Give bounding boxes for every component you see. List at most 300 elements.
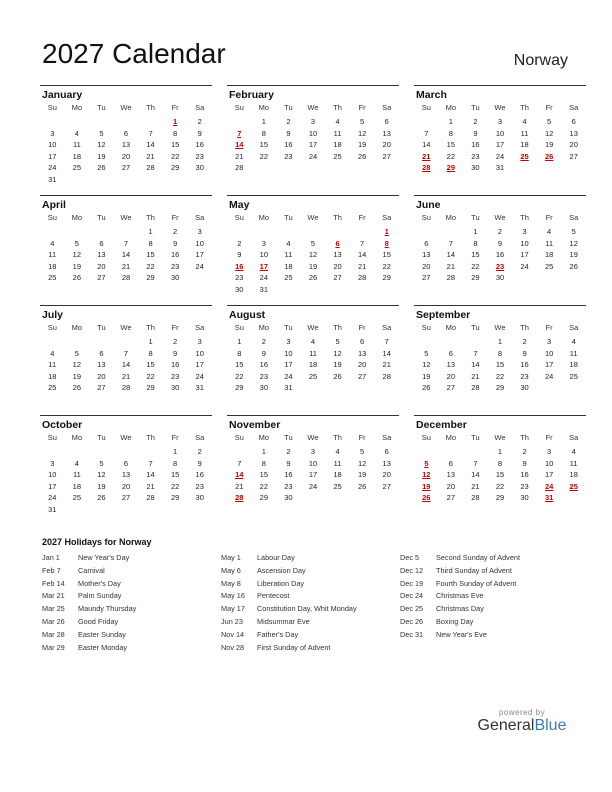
- day-cell: 19: [357, 470, 367, 480]
- day-cell: 27: [446, 383, 456, 393]
- weekday-header: [40, 212, 212, 226]
- week-row: [40, 162, 212, 174]
- weekday-label: We: [120, 323, 132, 332]
- day-cell: 15: [146, 250, 155, 260]
- weekday-label: Su: [421, 323, 431, 332]
- weekday-label: Mo: [71, 103, 83, 112]
- holiday-day: 24: [544, 481, 554, 491]
- day-cell: 26: [308, 273, 318, 283]
- day-cell: 20: [446, 481, 456, 491]
- day-cell: 15: [495, 470, 505, 480]
- day-cell: 9: [237, 250, 242, 260]
- day-cell: 10: [308, 458, 318, 468]
- weekday-label: Fr: [545, 323, 553, 332]
- week-row: [227, 139, 399, 151]
- holiday-date: May 1: [221, 553, 241, 562]
- week-row: [414, 348, 586, 360]
- day-cell: 17: [544, 470, 554, 480]
- week-row: [227, 151, 399, 163]
- day-cell: 19: [72, 261, 82, 271]
- holiday-item: [42, 578, 221, 591]
- day-cell: 11: [284, 250, 293, 260]
- weekday-label: Tu: [284, 323, 293, 332]
- empty-day: [537, 382, 562, 394]
- day-cell: 26: [569, 261, 578, 271]
- empty-day: [227, 446, 252, 458]
- day-cell: 22: [382, 261, 391, 271]
- day-cell: 4: [310, 337, 316, 346]
- month-october: [40, 415, 212, 525]
- weekday-label: Su: [47, 323, 57, 332]
- brand-general: General: [477, 717, 535, 734]
- holiday-date: Jan 1: [42, 553, 60, 562]
- empty-day: [301, 382, 326, 394]
- day-cell: 15: [259, 140, 269, 150]
- holiday-item: [42, 552, 221, 565]
- day-cell: 11: [72, 470, 81, 480]
- month-september: [414, 305, 586, 415]
- weekday-label: Sa: [569, 213, 579, 222]
- weekday-label: Sa: [195, 103, 205, 112]
- weekday-label: Th: [333, 433, 342, 442]
- weekday-label: Mo: [258, 323, 270, 332]
- day-cell: 8: [173, 128, 178, 138]
- weekday-label: Sa: [195, 433, 205, 442]
- day-cell: 16: [495, 250, 505, 260]
- day-cell: 28: [146, 493, 155, 503]
- holiday-item: [221, 616, 400, 629]
- day-cell: 24: [284, 371, 293, 381]
- weekday-label: Fr: [171, 323, 179, 332]
- day-cell: 29: [235, 383, 244, 393]
- weekday-label: Sa: [382, 103, 392, 112]
- week-row: [227, 226, 399, 238]
- month-august: [227, 305, 399, 415]
- day-cell: 22: [146, 261, 155, 271]
- weekday-label: Mo: [258, 103, 270, 112]
- day-cell: 10: [520, 238, 529, 248]
- day-cell: 24: [48, 163, 57, 173]
- day-cell: 29: [259, 493, 269, 503]
- day-cell: 17: [48, 151, 57, 161]
- brand-blue: Blue: [534, 717, 567, 734]
- day-cell: 30: [170, 383, 180, 393]
- day-cell: 17: [284, 360, 293, 370]
- day-cell: 14: [471, 470, 480, 480]
- day-cell: 29: [471, 273, 480, 283]
- weekday-label: Tu: [471, 433, 480, 442]
- day-cell: 12: [333, 348, 342, 358]
- holiday-date: May 6: [221, 565, 241, 575]
- empty-day: [512, 162, 537, 174]
- holiday-date: Mar 26: [42, 616, 65, 626]
- day-cell: 19: [422, 371, 431, 381]
- week-row: [227, 371, 399, 383]
- month-april: [40, 195, 212, 305]
- day-cell: 23: [235, 273, 244, 283]
- holiday-name: Boxing Day: [436, 616, 474, 626]
- week-row: [40, 371, 212, 383]
- month-november: [227, 415, 399, 525]
- week-row: [414, 238, 586, 250]
- day-cell: 24: [308, 151, 318, 161]
- day-cell: 12: [72, 250, 82, 260]
- holiday-name: Pentecost: [257, 591, 290, 601]
- day-cell: 14: [146, 470, 155, 480]
- day-cell: 20: [382, 470, 391, 480]
- weekday-label: Mo: [258, 213, 270, 222]
- day-cell: 6: [448, 348, 453, 358]
- holiday-item: [42, 565, 221, 578]
- day-cell: 20: [569, 140, 578, 150]
- week-row: [40, 504, 212, 516]
- day-cell: 3: [310, 117, 316, 126]
- week-row: [40, 226, 212, 238]
- day-cell: 14: [471, 360, 480, 370]
- day-cell: 1: [148, 227, 153, 236]
- weekday-header: [227, 322, 399, 336]
- day-cell: 22: [235, 371, 244, 381]
- empty-day: [89, 446, 114, 458]
- day-cell: 3: [197, 227, 202, 236]
- day-cell: 12: [357, 128, 367, 138]
- weekday-label: Mo: [445, 323, 457, 332]
- week-row: [414, 151, 586, 163]
- day-cell: 19: [72, 371, 82, 381]
- day-cell: 17: [495, 140, 505, 150]
- week-row: [414, 336, 586, 348]
- week-row: [40, 261, 212, 273]
- day-cell: 18: [333, 470, 342, 480]
- day-cell: 5: [360, 447, 365, 456]
- day-cell: 11: [48, 360, 57, 370]
- weekday-label: Fr: [545, 213, 553, 222]
- empty-day: [374, 492, 399, 504]
- day-cell: 31: [195, 383, 204, 393]
- day-cell: 12: [357, 458, 367, 468]
- day-cell: 18: [284, 261, 293, 271]
- empty-day: [325, 492, 350, 504]
- weekday-label: Th: [333, 323, 342, 332]
- day-cell: 16: [195, 470, 204, 480]
- day-cell: 13: [446, 470, 456, 480]
- empty-day: [325, 284, 350, 296]
- holiday-name: Father's Day: [257, 629, 299, 639]
- holiday-date: May 8: [221, 578, 241, 588]
- empty-day: [350, 226, 375, 238]
- week-row: [40, 139, 212, 151]
- day-cell: 1: [448, 117, 453, 126]
- holiday-item: [400, 603, 579, 616]
- month-name: May: [229, 199, 250, 211]
- weekday-label: Th: [520, 433, 529, 442]
- week-row: [414, 162, 586, 174]
- day-cell: 11: [72, 140, 81, 150]
- day-cell: 7: [360, 238, 365, 248]
- empty-day: [138, 446, 163, 458]
- weekday-label: We: [494, 103, 506, 112]
- day-cell: 20: [357, 360, 367, 370]
- empty-day: [114, 116, 139, 128]
- empty-day: [561, 492, 586, 504]
- day-cell: 9: [522, 458, 527, 468]
- day-cell: 3: [197, 337, 202, 346]
- day-cell: 6: [123, 458, 129, 468]
- empty-day: [537, 272, 562, 284]
- day-cell: 22: [495, 481, 505, 491]
- day-cell: 25: [72, 163, 82, 173]
- holiday-date: Nov 28: [221, 642, 245, 652]
- day-cell: 28: [471, 383, 480, 393]
- holiday-day: 1: [173, 117, 178, 126]
- day-cell: 11: [333, 458, 342, 468]
- weekday-label: Th: [146, 323, 155, 332]
- holiday-name: Labour Day: [257, 553, 295, 562]
- day-cell: 27: [97, 273, 106, 283]
- day-cell: 27: [97, 383, 106, 393]
- day-cell: 4: [522, 117, 527, 126]
- day-cell: 9: [286, 458, 291, 468]
- holiday-item: [221, 552, 400, 565]
- day-cell: 5: [571, 227, 576, 236]
- weekday-label: Tu: [97, 323, 106, 332]
- holiday-name: Third Sunday of Advent: [436, 565, 512, 575]
- holiday-day: 16: [235, 261, 244, 271]
- weekday-label: Fr: [358, 213, 366, 222]
- holiday-item: [221, 565, 400, 578]
- week-row: [414, 446, 586, 458]
- day-cell: 25: [48, 383, 57, 393]
- day-cell: 2: [237, 238, 242, 248]
- day-cell: 21: [121, 371, 131, 381]
- day-cell: 26: [357, 151, 367, 161]
- weekday-label: Mo: [71, 213, 83, 222]
- weekday-label: Sa: [569, 103, 579, 112]
- day-cell: 11: [569, 348, 578, 358]
- day-cell: 4: [335, 447, 340, 456]
- empty-day: [187, 504, 212, 516]
- day-cell: 31: [495, 163, 505, 173]
- day-cell: 19: [97, 151, 106, 161]
- week-row: [227, 284, 399, 296]
- month-december: [414, 415, 586, 525]
- day-cell: 21: [382, 360, 391, 370]
- day-cell: 15: [495, 360, 505, 370]
- day-cell: 4: [547, 227, 552, 236]
- day-cell: 6: [360, 337, 365, 346]
- day-cell: 7: [237, 458, 242, 468]
- weekday-label: Mo: [71, 433, 83, 442]
- day-cell: 7: [123, 238, 129, 248]
- empty-day: [301, 226, 326, 238]
- day-cell: 16: [195, 140, 204, 150]
- empty-day: [114, 446, 139, 458]
- day-cell: 11: [309, 348, 317, 358]
- day-cell: 29: [170, 163, 180, 173]
- day-cell: 20: [121, 481, 131, 491]
- month-name: November: [229, 419, 281, 431]
- day-cell: 21: [121, 261, 131, 271]
- weekday-label: Tu: [471, 323, 480, 332]
- empty-day: [65, 446, 90, 458]
- day-cell: 5: [310, 238, 316, 248]
- day-cell: 29: [170, 493, 180, 503]
- day-cell: 21: [146, 151, 155, 161]
- day-cell: 16: [520, 360, 529, 370]
- day-cell: 13: [357, 348, 367, 358]
- day-cell: 15: [382, 250, 391, 260]
- holiday-item: [42, 590, 221, 603]
- weekday-label: Sa: [195, 323, 205, 332]
- day-cell: 29: [146, 383, 155, 393]
- day-cell: 17: [195, 360, 204, 370]
- week-row: [227, 162, 399, 174]
- day-cell: 21: [146, 481, 155, 491]
- holiday-item: [221, 629, 400, 642]
- week-row: [414, 481, 586, 493]
- day-cell: 1: [237, 337, 242, 346]
- day-cell: 22: [259, 481, 269, 491]
- day-cell: 23: [195, 481, 204, 491]
- empty-day: [89, 174, 114, 186]
- day-cell: 11: [333, 128, 342, 138]
- holiday-day: 28: [235, 493, 244, 503]
- week-row: [227, 238, 399, 250]
- holiday-column: [221, 552, 400, 654]
- day-cell: 1: [261, 447, 266, 456]
- week-row: [40, 481, 212, 493]
- day-cell: 30: [170, 273, 180, 283]
- week-row: [227, 128, 399, 140]
- empty-day: [227, 226, 252, 238]
- empty-day: [40, 336, 65, 348]
- holiday-item: [400, 629, 579, 642]
- empty-day: [114, 336, 139, 348]
- day-cell: 7: [424, 128, 429, 138]
- empty-day: [89, 504, 114, 516]
- holiday-day: 31: [544, 493, 554, 503]
- day-cell: 24: [544, 371, 554, 381]
- day-cell: 18: [569, 360, 578, 370]
- day-cell: 2: [261, 337, 266, 346]
- holiday-day: 14: [235, 140, 244, 150]
- day-cell: 3: [497, 117, 503, 126]
- holiday-item: [42, 642, 221, 655]
- empty-day: [252, 226, 277, 238]
- empty-day: [65, 116, 90, 128]
- day-cell: 17: [195, 250, 204, 260]
- holiday-date: May 17: [221, 604, 245, 614]
- weekday-label: Su: [47, 433, 57, 442]
- day-cell: 13: [382, 128, 391, 138]
- empty-day: [463, 446, 488, 458]
- day-cell: 23: [170, 371, 180, 381]
- week-row: [414, 382, 586, 394]
- holiday-item: [42, 603, 221, 616]
- day-cell: 10: [308, 128, 318, 138]
- day-cell: 6: [384, 447, 389, 456]
- holiday-name: Carnival: [78, 565, 105, 575]
- day-cell: 23: [284, 481, 293, 491]
- day-cell: 7: [123, 348, 129, 358]
- holiday-name: Mother's Day: [78, 578, 121, 588]
- holiday-item: [400, 578, 579, 591]
- holiday-name: First Sunday of Advent: [257, 642, 331, 652]
- day-cell: 12: [97, 470, 106, 480]
- empty-day: [114, 504, 139, 516]
- empty-day: [187, 174, 212, 186]
- day-cell: 24: [195, 261, 204, 271]
- day-cell: 18: [520, 140, 529, 150]
- day-cell: 10: [195, 238, 204, 248]
- holiday-day: 6: [335, 238, 340, 248]
- empty-day: [65, 336, 90, 348]
- empty-day: [414, 336, 439, 348]
- empty-day: [163, 174, 188, 186]
- day-cell: 28: [235, 163, 244, 173]
- day-cell: 30: [195, 493, 204, 503]
- holiday-day: 21: [422, 151, 431, 161]
- day-cell: 13: [422, 250, 431, 260]
- day-cell: 6: [448, 458, 453, 468]
- day-cell: 23: [170, 261, 180, 271]
- holiday-item: [400, 552, 579, 565]
- empty-day: [65, 174, 90, 186]
- day-cell: 16: [284, 140, 293, 150]
- day-cell: 14: [121, 250, 131, 260]
- day-cell: 7: [148, 128, 153, 138]
- holiday-date: Dec 5: [400, 553, 420, 562]
- day-cell: 25: [284, 273, 293, 283]
- month-name: August: [229, 309, 266, 321]
- weekday-label: Th: [146, 433, 155, 442]
- day-cell: 16: [170, 360, 180, 370]
- weekday-label: Th: [520, 103, 529, 112]
- holiday-date: Dec 26: [400, 616, 424, 626]
- week-row: [227, 249, 399, 261]
- weekday-label: Tu: [284, 213, 293, 222]
- month-february: [227, 85, 399, 195]
- holiday-day: 25: [569, 481, 578, 491]
- day-cell: 8: [473, 238, 478, 248]
- day-cell: 24: [195, 371, 204, 381]
- weekday-label: Sa: [569, 323, 579, 332]
- holiday-item: [42, 629, 221, 642]
- weekday-label: Mo: [445, 103, 457, 112]
- day-cell: 19: [357, 140, 367, 150]
- holiday-name: Liberation Day: [257, 578, 305, 588]
- day-cell: 7: [473, 458, 478, 468]
- weekday-header: [414, 322, 586, 336]
- empty-day: [350, 284, 375, 296]
- holiday-day: 8: [384, 238, 389, 248]
- day-cell: 4: [50, 238, 55, 248]
- day-cell: 4: [50, 348, 55, 358]
- weekday-header: [414, 432, 586, 446]
- holiday-item: [221, 603, 400, 616]
- day-cell: 6: [99, 238, 104, 248]
- day-cell: 8: [237, 348, 242, 358]
- day-cell: 26: [357, 481, 367, 491]
- day-cell: 2: [286, 117, 291, 126]
- day-cell: 27: [569, 151, 578, 161]
- holiday-date: Dec 31: [400, 629, 424, 639]
- empty-day: [374, 382, 399, 394]
- month-june: [414, 195, 586, 305]
- weekday-header: [227, 432, 399, 446]
- weekday-label: We: [120, 103, 132, 112]
- day-cell: 8: [148, 348, 153, 358]
